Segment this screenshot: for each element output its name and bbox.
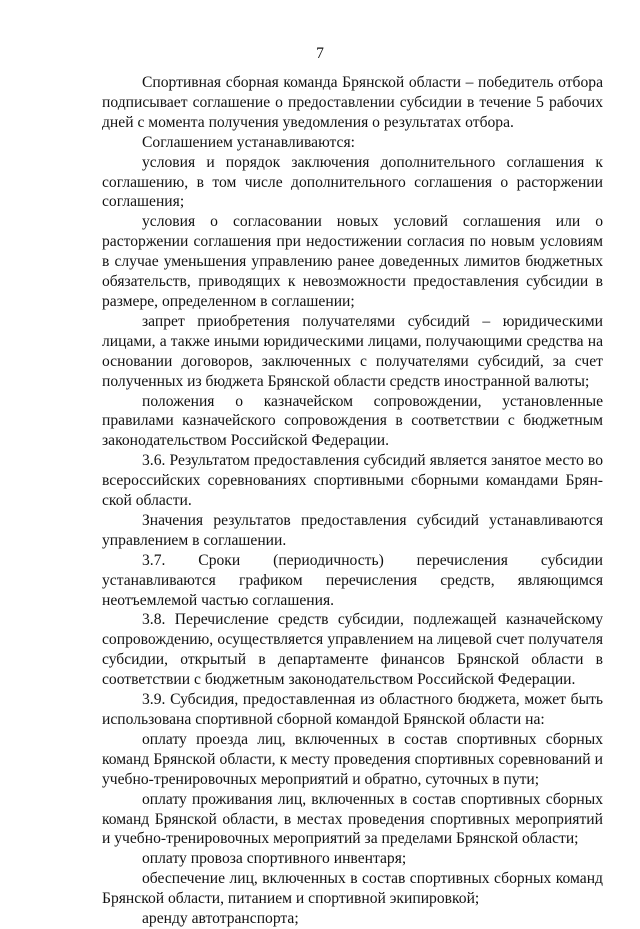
paragraph-travel-expenses: оплату проезда лиц, включенных в состав спортивных сборных команд Брянской области, к месту проведения спортивных соревнований и учебно-тренировочных мероприятий и обратно, суточных в пути; [102,730,603,788]
paragraph-vehicle-rental: аренду автотранспорта; [142,910,299,928]
document-body [102,73,603,929]
paragraph-food-and-gear: обеспечение лиц, включенных в состав спортивных сборных команд Брянской области, питанием и спортивной экипировкой; [102,870,603,908]
paragraph-clause-3-8: 3.8. Перечисление средств субсидии, подлежащей казначейскому сопровождению, осуществляется управлением на лицевой счет получателя субсидии, открытый в департаменте финансов Брянской области в соответствии с бюджетным законодательством Российской Федерации. [102,611,603,689]
paragraph-foreign-currency-ban: запрет приобретения получателями субсидий – юридическими лицами, а также иными юридическими лицами, получающими средства на основании договоров, заключенных с получателями субсидий, за счет полученных из бюджета Брянской области средств иностранной валюты; [102,312,603,390]
paragraph-treasury-support: положения о казначейском сопровождении, установленные правилами казначейского сопровождения в соответствии с бюджетным законодательством Российской Федерации. [102,392,603,450]
paragraph-agreement-establishes: Соглашением устанавливаются: [142,133,355,151]
page-number: 7 [316,45,324,62]
paragraph-additional-agreement: условия и порядок заключения дополнительного соглашения к соглашению, в том числе дополнительного соглашения о расторжении соглашения; [102,153,603,211]
paragraph-clause-3-6: 3.6. Результатом предоставления субсидий является занятое место во всероссийских соревнованиях спортивными сборными командами Брянской области. [102,452,603,510]
paragraph-equipment-transport: оплату провоза спортивного инвентаря; [142,850,407,868]
paragraph-signing-agreement: Спортивная сборная команда Брянской области – победитель отбора подписывает соглашение о предоставлении субсидии в течение 5 рабочих дней с момента получения уведомления о результатах отбора. [102,74,603,131]
paragraph-clause-3-9: 3.9. Субсидия, предоставленная из областного бюджета, может быть использована спортивной сборной командой Брянской области на: [102,691,603,728]
paragraph-result-values: Значения результатов предоставления субсидий устанавливаются управлением в соглашении. [102,511,603,549]
paragraph-new-conditions: условия о согласовании новых условий соглашения или о расторжении соглашения при недостижении согласия по новым условиям в случае уменьшения управлению ранее доведенных лимитов бюджетных обязательств, приводящих к невозможности предоставления субсидии в размере, определенном в соглашении; [102,213,603,310]
paragraph-clause-3-7: 3.7. Сроки (периодичность) перечисления субсидии устанавливаются графиком перечисления средств, являющимся неотъемлемой частью соглашения. [102,551,603,609]
paragraph-accommodation: оплату проживания лиц, включенных в состав спортивных сборных команд Брянской области, в местах проведения спортивных мероприятий и учебно-тренировочных мероприятий за пределами Брянской области; [102,790,603,848]
